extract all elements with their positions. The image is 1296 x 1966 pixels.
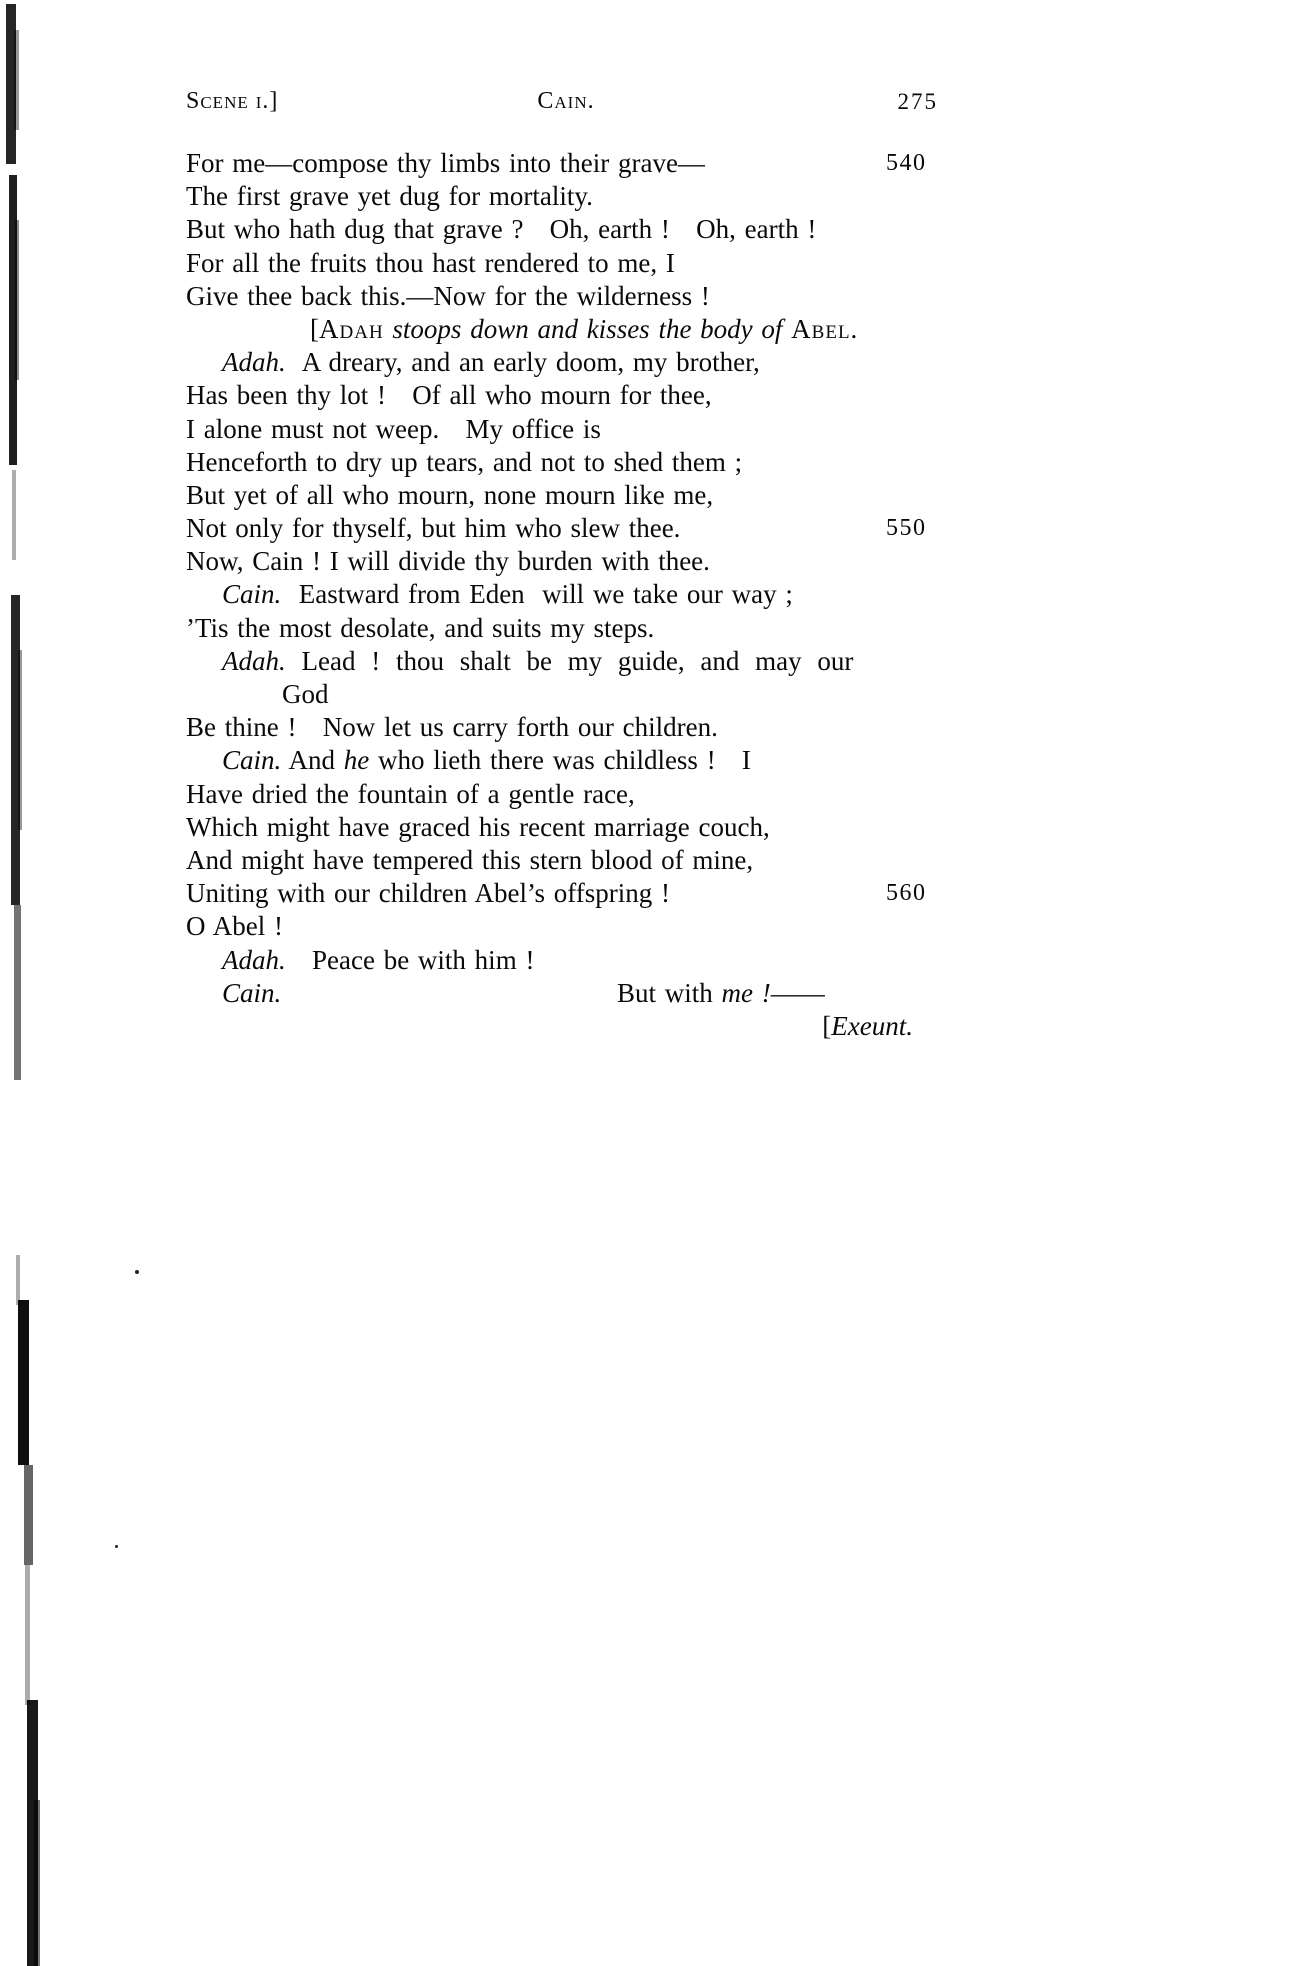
text-line bbox=[186, 413, 946, 446]
line-number: 540 bbox=[886, 150, 927, 176]
verse-text: Has been thy lot ! Of all who mourn for thee, bbox=[186, 380, 712, 411]
speaker-name: Cain. bbox=[222, 977, 282, 1008]
scene-label: Scene i.] bbox=[186, 88, 279, 114]
verse-text: And might have tempered this stern blood of mine, bbox=[186, 844, 754, 875]
speaker-name: Cain. bbox=[222, 579, 282, 610]
speaker-name: Adah. bbox=[222, 347, 286, 378]
bracket: [ bbox=[822, 1010, 832, 1041]
text-block bbox=[186, 147, 946, 1043]
text-line bbox=[186, 977, 946, 1010]
verse-text: I alone must not weep. My office is bbox=[186, 413, 601, 444]
verse-text: The first grave yet dug for mortality. bbox=[186, 181, 593, 212]
text-line bbox=[186, 446, 946, 479]
text-line bbox=[186, 213, 946, 246]
text-line bbox=[186, 711, 946, 744]
verse-continuation bbox=[617, 977, 825, 1010]
verse-text: Peace be with him ! bbox=[285, 944, 535, 975]
verse-text: ’Tis the most desolate, and suits my steps. bbox=[186, 612, 655, 643]
verse-text: And bbox=[281, 745, 344, 776]
verse-text: For all the fruits thou hast rendered to me, I bbox=[186, 247, 675, 278]
stage-direction bbox=[186, 1010, 946, 1043]
text-line bbox=[186, 778, 946, 811]
verse-text: For me—compose thy limbs into their grave— bbox=[186, 148, 705, 178]
line-number: 560 bbox=[886, 880, 927, 907]
text-line bbox=[186, 147, 946, 180]
dash: —— bbox=[770, 977, 825, 1008]
page-number: 275 bbox=[897, 89, 938, 114]
verse-text: But who hath dug that grave ? Oh, earth ! Oh, earth ! bbox=[186, 214, 817, 245]
text-line bbox=[186, 877, 946, 910]
text-line bbox=[186, 479, 946, 512]
text-line bbox=[186, 180, 946, 213]
page-header bbox=[186, 88, 946, 118]
direction-text: Exeunt. bbox=[831, 1010, 913, 1041]
text-line bbox=[186, 844, 946, 877]
verse-text: Be thine ! Now let us carry forth our children. bbox=[186, 712, 718, 743]
verse-text: Uniting with our children Abel’s offspring ! bbox=[186, 878, 670, 909]
verse-text-italic: me ! bbox=[721, 977, 771, 1008]
text-line bbox=[186, 678, 946, 711]
text-line bbox=[186, 280, 946, 313]
speaker-name: Adah. bbox=[222, 944, 286, 975]
verse-text: But yet of all who mourn, none mourn like me, bbox=[186, 479, 714, 510]
scan-speck bbox=[135, 1270, 139, 1274]
verse-text: Henceforth to dry up tears, and not to shed them ; bbox=[186, 446, 743, 477]
text-line bbox=[186, 910, 946, 943]
text-line bbox=[186, 545, 946, 578]
text-line bbox=[186, 346, 946, 379]
scan-artifact bbox=[0, 0, 70, 1966]
verse-text: Have dried the fountain of a gentle race, bbox=[186, 778, 635, 809]
verse-text: But with bbox=[617, 977, 722, 1008]
verse-text: Eastward from Eden will we take our way ; bbox=[281, 579, 793, 610]
verse-text: Give thee back this.—Now for the wilderness ! bbox=[186, 280, 710, 311]
scan-speck bbox=[115, 1545, 118, 1548]
text-line bbox=[186, 645, 946, 678]
text-line bbox=[186, 612, 946, 645]
line-number: 550 bbox=[886, 515, 927, 542]
speaker-name: Adah. bbox=[222, 645, 286, 676]
text-line bbox=[186, 744, 946, 777]
verse-text: Now, Cain ! I will divide thy burden with thee. bbox=[186, 546, 710, 577]
direction-text: stoops down and kisses the body of bbox=[383, 313, 792, 344]
verse-text: Lead ! thou shalt be my guide, and may our bbox=[285, 645, 854, 676]
verse-text: Not only for thyself, but him who slew thee. bbox=[186, 513, 681, 544]
verse-text: A dreary, and an early doom, my brother, bbox=[285, 347, 760, 378]
speaker-name: Cain. bbox=[222, 745, 282, 776]
character-name: Abel. bbox=[791, 313, 859, 344]
stage-direction bbox=[186, 313, 946, 346]
character-name: Adah bbox=[319, 313, 384, 344]
text-line bbox=[186, 944, 946, 977]
verse-text-italic: he bbox=[343, 745, 370, 776]
text-line bbox=[186, 811, 946, 844]
verse-text: O Abel ! bbox=[186, 911, 283, 942]
text-line bbox=[186, 512, 946, 545]
verse-text: Which might have graced his recent marriage couch, bbox=[186, 811, 770, 842]
text-line bbox=[186, 247, 946, 280]
verse-text: who lieth there was childless ! I bbox=[369, 745, 751, 776]
bracket: [ bbox=[310, 313, 319, 344]
text-line bbox=[186, 578, 946, 611]
running-title: Cain. bbox=[537, 88, 595, 114]
text-line bbox=[186, 379, 946, 412]
verse-text: God bbox=[282, 679, 329, 709]
